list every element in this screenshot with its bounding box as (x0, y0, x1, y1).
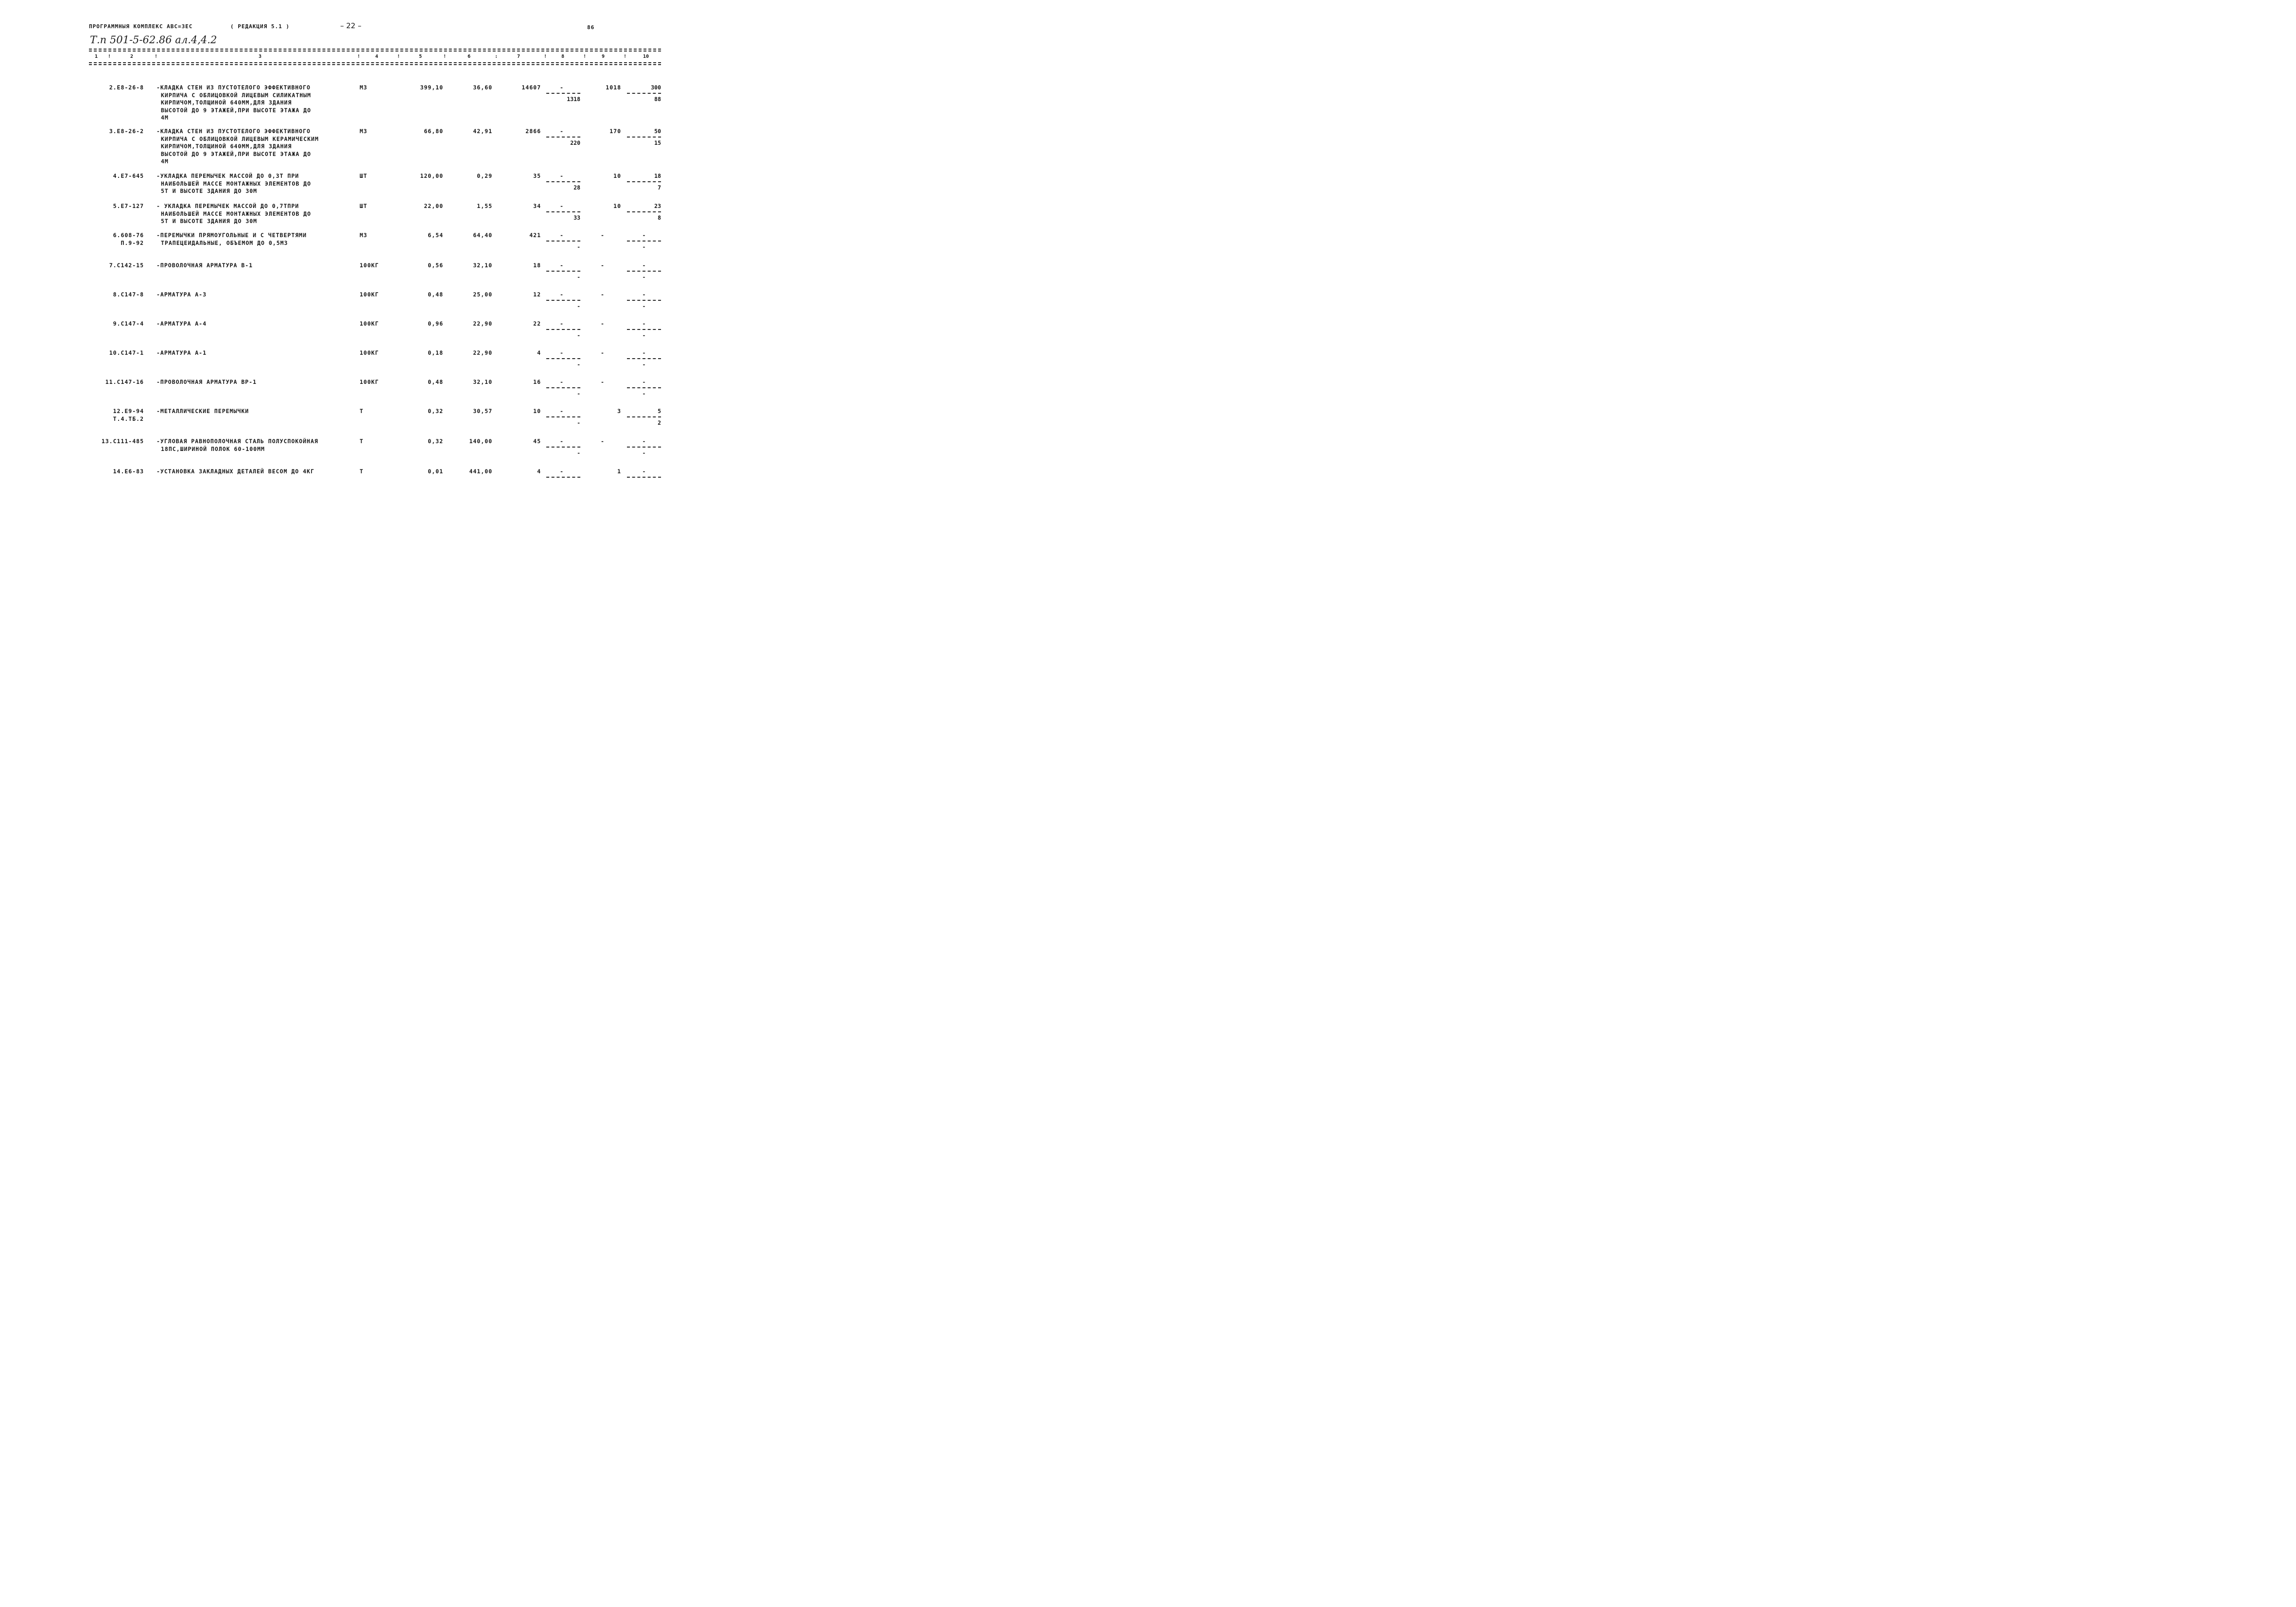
col10-denominator: 8 (658, 214, 661, 221)
row-description-line: -УСТАНОВКА ЗАКЛАДНЫХ ДЕТАЛЕЙ ВЕСОМ ДО 4КГ (157, 468, 314, 475)
row-col9: 10 (613, 203, 621, 209)
col8-numerator: - (560, 320, 563, 327)
column-number-2: 2 (130, 54, 134, 59)
col8-bar (546, 447, 580, 448)
column-separator: ! (443, 54, 447, 59)
col8-denominator: - (577, 449, 580, 456)
row-code: 3.Е8-26-2 (109, 128, 144, 135)
row-code: 10.С147-1 (109, 349, 144, 356)
col10-bar (627, 271, 661, 272)
column-separator: ! (544, 54, 547, 59)
row-code: 13.С111-485 (101, 438, 144, 445)
row-price: 32,10 (473, 262, 492, 269)
row-qty: 0,48 (428, 291, 443, 298)
col8-numerator: - (560, 408, 563, 415)
row-description-line: -УКЛАДКА ПЕРЕМЫЧЕК МАССОЙ ДО 0,3Т ПРИ (157, 173, 299, 179)
row-col9: - (601, 232, 605, 239)
col8-fraction (546, 407, 580, 427)
col10-fraction (627, 349, 661, 368)
row-col9: 3 (617, 408, 621, 415)
col10-bar (627, 477, 661, 478)
row-code: 11.С147-16 (105, 379, 144, 385)
row-qty: 0,96 (428, 320, 443, 327)
col8-bar (546, 416, 580, 417)
col8-bar (546, 387, 580, 388)
row-total: 4 (537, 468, 541, 475)
column-number-10: 10 (643, 54, 649, 59)
row-price: 22,90 (473, 349, 492, 356)
col8-denominator: - (577, 390, 580, 397)
row-unit: 100КГ (360, 349, 379, 356)
row-price: 0,29 (477, 173, 492, 179)
col10-denominator: - (642, 303, 646, 310)
column-separator: ! (357, 54, 361, 59)
row-qty: 0,01 (428, 468, 443, 475)
col10-numerator: 23 (654, 203, 661, 209)
row-col9: - (601, 379, 605, 385)
col10-denominator: - (642, 361, 646, 368)
row-price: 22,90 (473, 320, 492, 327)
column-separator: ! (108, 54, 111, 59)
col10-numerator: 5 (658, 408, 661, 415)
column-separator: ! (397, 54, 400, 59)
col8-bar (546, 300, 580, 301)
col10-numerator: - (642, 468, 646, 475)
col10-denominator (627, 479, 661, 487)
col8-bar (546, 137, 580, 138)
col8-fraction (546, 172, 580, 191)
row-description-line: КИРПИЧОМ,ТОЛЩИНОЙ 640ММ,ДЛЯ ЗДАНИЯ (161, 99, 292, 106)
column-number-8: 8 (561, 54, 565, 59)
col8-fraction (546, 127, 580, 147)
column-separator: : (495, 54, 498, 59)
row-description-line: ВЫСОТОЙ ДО 9 ЭТАЖЕЙ,ПРИ ВЫСОТЕ ЭТАЖА ДО (161, 106, 312, 114)
col10-numerator: - (642, 291, 646, 298)
column-number-3: 3 (259, 54, 262, 59)
col8-numerator: - (560, 173, 563, 179)
col8-denominator: - (577, 243, 580, 250)
col8-bar (546, 477, 580, 478)
col10-numerator: - (642, 232, 646, 239)
row-total: 421 (529, 232, 541, 239)
column-number-7: 7 (517, 54, 521, 59)
row-qty: 66,80 (424, 128, 443, 135)
row-qty: 0,48 (428, 379, 443, 385)
col8-fraction (546, 378, 580, 397)
row-description-line: -ПРОВОЛОЧНАЯ АРМАТУРА ВР-1 (157, 379, 257, 385)
row-code: 5.Е7-127 (113, 203, 144, 209)
col8-fraction (546, 467, 580, 487)
col8-numerator: - (560, 203, 563, 209)
col8-denominator: 33 (574, 214, 580, 221)
col10-bar (627, 329, 661, 330)
col10-numerator: 50 (654, 128, 661, 135)
col10-fraction (627, 467, 661, 487)
page-marker: – 22 – (340, 21, 362, 30)
row-col9: 1 (617, 468, 621, 475)
col10-fraction (627, 84, 661, 103)
col10-denominator: 15 (654, 139, 661, 146)
row-col9: 10 (613, 173, 621, 179)
col8-bar (546, 358, 580, 359)
row-description-line: -АРМАТУРА А-4 (157, 320, 207, 327)
page-number: 86 (587, 24, 595, 31)
col8-numerator: - (560, 468, 563, 475)
row-unit: 100КГ (360, 379, 379, 385)
row-qty: 120,00 (420, 173, 443, 179)
row-price: 441,00 (469, 468, 492, 475)
row-description-line: -КЛАДКА СТЕН ИЗ ПУСТОТЕЛОГО ЭФФЕКТИВНОГО (157, 84, 311, 91)
row-total: 2866 (525, 128, 541, 135)
col8-denominator: - (577, 303, 580, 310)
col8-fraction (546, 437, 580, 457)
col8-numerator: - (560, 379, 563, 385)
row-qty: 0,32 (428, 438, 443, 445)
row-code: 7.С142-15 (109, 262, 144, 269)
col10-fraction (627, 172, 661, 191)
col10-denominator: - (642, 332, 646, 339)
row-description-line: КИРПИЧОМ,ТОЛЩИНОЙ 640ММ,ДЛЯ ЗДАНИЯ (161, 143, 292, 150)
row-description-line: -КЛАДКА СТЕН ИЗ ПУСТОТЕЛОГО ЭФФЕКТИВНОГО (157, 128, 311, 135)
col10-denominator: 88 (654, 96, 661, 103)
row-description-line: НАИБОЛЬШЕЙ МАССЕ МОНТАЖНЫХ ЭЛЕМЕНТОВ ДО (161, 180, 312, 187)
row-unit: 100КГ (360, 320, 379, 327)
col8-denominator: 28 (574, 184, 580, 191)
row-qty: 22,00 (424, 203, 443, 209)
row-description-line: -УГЛОВАЯ РАВНОПОЛОЧНАЯ СТАЛЬ ПОЛУСПОКОЙНАЯ (157, 438, 318, 445)
row-description-line: -АРМАТУРА А-1 (157, 349, 207, 356)
col10-denominator: - (642, 243, 646, 250)
row-unit: Т (360, 438, 364, 445)
col10-numerator: 300 (651, 84, 661, 91)
col8-denominator: - (577, 419, 580, 426)
row-unit: М3 (360, 84, 367, 91)
col8-fraction (546, 291, 580, 310)
col8-fraction (546, 349, 580, 368)
row-unit: М3 (360, 232, 367, 239)
col8-fraction (546, 320, 580, 339)
edition-label: ( РЕДАКЦИЯ 5.1 ) (230, 23, 290, 30)
col8-numerator: - (560, 84, 563, 91)
col10-numerator: - (642, 349, 646, 356)
col8-bar (546, 93, 580, 94)
row-col9: - (601, 438, 605, 445)
col8-numerator: - (560, 349, 563, 356)
row-col9: 170 (609, 128, 621, 135)
col10-bar (627, 181, 661, 182)
row-total: 16 (533, 379, 541, 385)
row-code: 6.608-76 (113, 232, 144, 239)
col10-denominator: - (642, 390, 646, 397)
col10-bar (627, 211, 661, 212)
row-code: Т.4.ТБ.2 (113, 415, 144, 422)
col10-fraction (627, 378, 661, 397)
column-number-1: 1 (95, 54, 98, 59)
column-number-4: 4 (375, 54, 379, 59)
col10-bar (627, 416, 661, 417)
row-total: 10 (533, 408, 541, 415)
row-qty: 0,18 (428, 349, 443, 356)
row-total: 22 (533, 320, 541, 327)
row-total: 12 (533, 291, 541, 298)
col8-numerator: - (560, 438, 563, 445)
column-separator: ! (155, 54, 158, 59)
row-description-line: 4М (161, 158, 169, 165)
top-rule-2 (89, 51, 661, 52)
row-total: 18 (533, 262, 541, 269)
row-qty: 0,32 (428, 408, 443, 415)
col10-fraction (627, 202, 661, 222)
row-qty: 6,54 (428, 232, 443, 239)
row-price: 25,00 (473, 291, 492, 298)
row-unit: 100КГ (360, 262, 379, 269)
col10-bar (627, 93, 661, 94)
col10-bar (627, 137, 661, 138)
row-description-line: 5Т И ВЫСОТЕ ЗДАНИЯ ДО 30М (161, 188, 258, 194)
row-unit: 100КГ (360, 291, 379, 298)
col10-fraction (627, 231, 661, 251)
row-description-line: 4М (161, 114, 169, 121)
col8-denominator: - (577, 361, 580, 368)
row-code: 12.Е9-94 (113, 408, 144, 415)
col8-bar (546, 211, 580, 212)
row-price: 140,00 (469, 438, 492, 445)
col10-fraction (627, 291, 661, 310)
row-code: П.9-92 (121, 240, 144, 246)
row-total: 34 (533, 203, 541, 209)
row-code: 8.С147-8 (113, 291, 144, 298)
col8-denominator: 1318 (567, 96, 580, 103)
row-qty: 399,10 (420, 84, 443, 91)
col10-fraction (627, 261, 661, 281)
row-description-line: 18ПС,ШИРИНОЙ ПОЛОК 60-100ММ (161, 445, 265, 452)
col8-bar (546, 329, 580, 330)
col8-numerator: - (560, 291, 563, 298)
col10-bar (627, 387, 661, 388)
header-rule-2 (89, 64, 661, 65)
row-description-line: -МЕТАЛЛИЧЕСКИЕ ПЕРЕМЫЧКИ (157, 408, 249, 415)
row-description-line: НАИБОЛЬШЕЙ МАССЕ МОНТАЖНЫХ ЭЛЕМЕНТОВ ДО (161, 210, 312, 217)
column-number-6: 6 (468, 54, 471, 59)
row-price: 32,10 (473, 379, 492, 385)
column-number-5: 5 (419, 54, 422, 59)
col8-fraction (546, 202, 580, 222)
row-description-line: -ПРОВОЛОЧНАЯ АРМАТУРА В-1 (157, 262, 253, 269)
row-unit: ШТ (360, 203, 367, 209)
col10-bar (627, 300, 661, 301)
row-unit: ШТ (360, 173, 367, 179)
col8-denominator: - (577, 332, 580, 339)
row-code: 4.Е7-645 (113, 173, 144, 179)
col8-bar (546, 181, 580, 182)
row-qty: 0,56 (428, 262, 443, 269)
row-description-line: ТРАПЕЦЕИДАЛЬНЫЕ, ОБЪЕМОМ ДО 0,5М3 (161, 239, 288, 246)
row-price: 42,91 (473, 128, 492, 135)
top-rule (89, 49, 661, 50)
row-unit: Т (360, 468, 364, 475)
row-description-line: -ПЕРЕМЫЧКИ ПРЯМОУГОЛЬНЫЕ И С ЧЕТВЕРТЯМИ (157, 232, 307, 239)
row-total: 35 (533, 173, 541, 179)
row-price: 36,60 (473, 84, 492, 91)
col8-numerator: - (560, 128, 563, 135)
row-description-line: КИРПИЧА С ОБЛИЦОВКОЙ ЛИЦЕВЫМ КЕРАМИЧЕСКИМ (161, 135, 319, 142)
col10-numerator: 18 (654, 173, 661, 179)
row-col9: - (601, 320, 605, 327)
col8-fraction (546, 261, 580, 281)
col10-bar (627, 241, 661, 242)
col8-denominator: 220 (570, 139, 580, 146)
column-separator: ! (624, 54, 627, 59)
col8-denominator (546, 479, 580, 487)
row-unit: Т (360, 408, 364, 415)
col10-numerator: - (642, 379, 646, 385)
col10-numerator: - (642, 262, 646, 269)
col10-denominator: 2 (658, 419, 661, 426)
col8-denominator: - (577, 274, 580, 280)
col10-denominator: 7 (658, 184, 661, 191)
col10-fraction (627, 407, 661, 427)
row-code: 9.С147-4 (113, 320, 144, 327)
row-col9: - (601, 349, 605, 356)
col10-numerator: - (642, 438, 646, 445)
row-total: 14607 (522, 84, 541, 91)
row-col9: - (601, 291, 605, 298)
row-description-line: 5Т И ВЫСОТЕ ЗДАНИЯ ДО 30М (161, 218, 258, 225)
row-total: 4 (537, 349, 541, 356)
col8-bar (546, 271, 580, 272)
col10-bar (627, 447, 661, 448)
row-unit: М3 (360, 128, 367, 135)
col10-fraction (627, 320, 661, 339)
column-separator: ! (583, 54, 587, 59)
col8-bar (546, 241, 580, 242)
row-price: 30,57 (473, 408, 492, 415)
row-description-line: -АРМАТУРА А-3 (157, 291, 207, 298)
col8-fraction (546, 231, 580, 251)
col10-numerator: - (642, 320, 646, 327)
col10-denominator: - (642, 449, 646, 456)
row-description-line: КИРПИЧА С ОБЛИЦОВКОЙ ЛИЦЕВЫМ СИЛИКАТНЫМ (161, 91, 312, 99)
column-number-9: 9 (602, 54, 605, 59)
row-code: 14.Е6-83 (113, 468, 144, 475)
row-col9: - (601, 262, 605, 269)
row-description-line: - УКЛАДКА ПЕРЕМЫЧЕК МАССОЙ ДО 0,7ТПРИ (157, 203, 299, 209)
row-total: 45 (533, 438, 541, 445)
col8-fraction (546, 84, 580, 103)
col10-fraction (627, 127, 661, 147)
col8-numerator: - (560, 232, 563, 239)
row-price: 64,40 (473, 232, 492, 239)
row-col9: 1018 (606, 84, 621, 91)
row-code: 2.Е8-26-8 (109, 84, 144, 91)
col10-fraction (627, 437, 661, 457)
row-price: 1,55 (477, 203, 492, 209)
handwritten-reference: Т.п 501-5-62.86 ал.4,4.2 (90, 34, 217, 46)
header-rule (89, 62, 661, 63)
row-description-line: ВЫСОТОЙ ДО 9 ЭТАЖЕЙ,ПРИ ВЫСОТЕ ЭТАЖА ДО (161, 150, 312, 157)
col8-numerator: - (560, 262, 563, 269)
col10-bar (627, 358, 661, 359)
col10-denominator: - (642, 274, 646, 280)
program-title: ПРОГРАММНЫЯ КОМПЛЕКС АВС=3ЕС (89, 23, 193, 30)
